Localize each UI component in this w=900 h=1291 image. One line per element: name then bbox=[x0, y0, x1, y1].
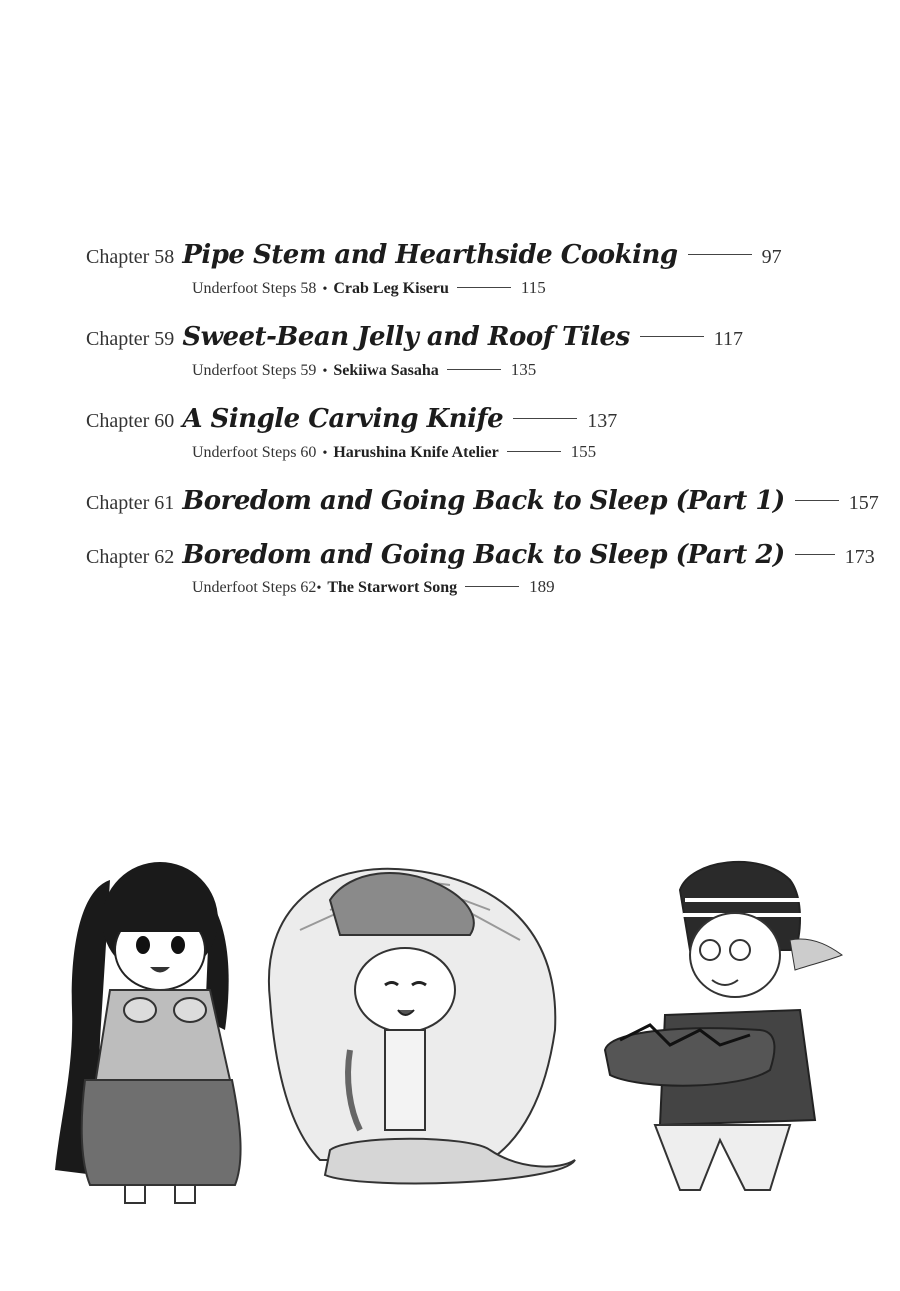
toc-subentry-62[interactable] bbox=[192, 577, 555, 597]
bullet: • bbox=[322, 364, 328, 379]
subentry-title: The Starwort Song bbox=[327, 579, 458, 596]
chapter-number: Chapter 58 bbox=[86, 246, 175, 268]
chapter-title: Sweet-Bean Jelly and Roof Tiles bbox=[182, 322, 630, 352]
chapter-number: Chapter 60 bbox=[86, 410, 175, 432]
toc-subentry-58[interactable] bbox=[192, 278, 546, 298]
toc-entry-chapter-62[interactable] bbox=[86, 540, 875, 570]
page-number: 97 bbox=[761, 246, 782, 268]
leader-line bbox=[507, 451, 561, 452]
subentry-title: Harushina Knife Atelier bbox=[333, 444, 499, 461]
bullet: • bbox=[316, 581, 322, 596]
leader-line bbox=[513, 418, 577, 419]
bullet: • bbox=[322, 446, 328, 461]
page-number: 117 bbox=[713, 328, 743, 350]
bullet: • bbox=[322, 282, 328, 297]
toc-entry-chapter-59[interactable] bbox=[86, 322, 743, 352]
chapter-number: Chapter 59 bbox=[86, 328, 175, 350]
subentry-label: Underfoot Steps 58 bbox=[192, 280, 317, 297]
child-under-shell-icon bbox=[269, 869, 575, 1184]
page-number: 137 bbox=[587, 410, 618, 432]
chapter-title: Boredom and Going Back to Sleep (Part 2) bbox=[182, 540, 785, 570]
toc-subentry-59[interactable] bbox=[192, 360, 536, 380]
toc-subentry-60[interactable] bbox=[192, 442, 596, 462]
old-woman-with-basket-icon bbox=[605, 862, 842, 1190]
page-number: 155 bbox=[570, 442, 597, 461]
chapter-title: Pipe Stem and Hearthside Cooking bbox=[182, 240, 678, 270]
chapter-number: Chapter 62 bbox=[86, 546, 175, 568]
chapter-title: Boredom and Going Back to Sleep (Part 1) bbox=[182, 486, 785, 516]
girl-with-long-hair-icon bbox=[55, 862, 241, 1203]
toc-entry-chapter-58[interactable] bbox=[86, 240, 782, 270]
leader-line bbox=[688, 254, 752, 255]
chapter-number: Chapter 61 bbox=[86, 492, 175, 514]
page-number: 135 bbox=[510, 360, 537, 379]
page-number: 115 bbox=[520, 278, 546, 297]
subentry-label: Underfoot Steps 62 bbox=[192, 579, 317, 596]
toc-entry-chapter-61[interactable] bbox=[86, 486, 879, 516]
leader-line bbox=[640, 336, 704, 337]
leader-line bbox=[447, 369, 501, 370]
page-number: 189 bbox=[529, 577, 555, 596]
toc-entry-chapter-60[interactable] bbox=[86, 404, 617, 434]
chapter-title: A Single Carving Knife bbox=[182, 404, 504, 434]
subentry-title: Sekiiwa Sasaha bbox=[333, 362, 439, 379]
characters-illustration bbox=[0, 840, 900, 1240]
leader-line bbox=[795, 500, 839, 501]
page-number: 173 bbox=[844, 546, 875, 568]
leader-line bbox=[795, 554, 835, 555]
page-number: 157 bbox=[848, 492, 879, 514]
table-of-contents bbox=[0, 0, 900, 640]
subentry-label: Underfoot Steps 59 bbox=[192, 362, 317, 379]
leader-line bbox=[457, 287, 511, 288]
subentry-label: Underfoot Steps 60 bbox=[192, 444, 317, 461]
leader-line bbox=[465, 586, 519, 587]
subentry-title: Crab Leg Kiseru bbox=[333, 280, 449, 297]
